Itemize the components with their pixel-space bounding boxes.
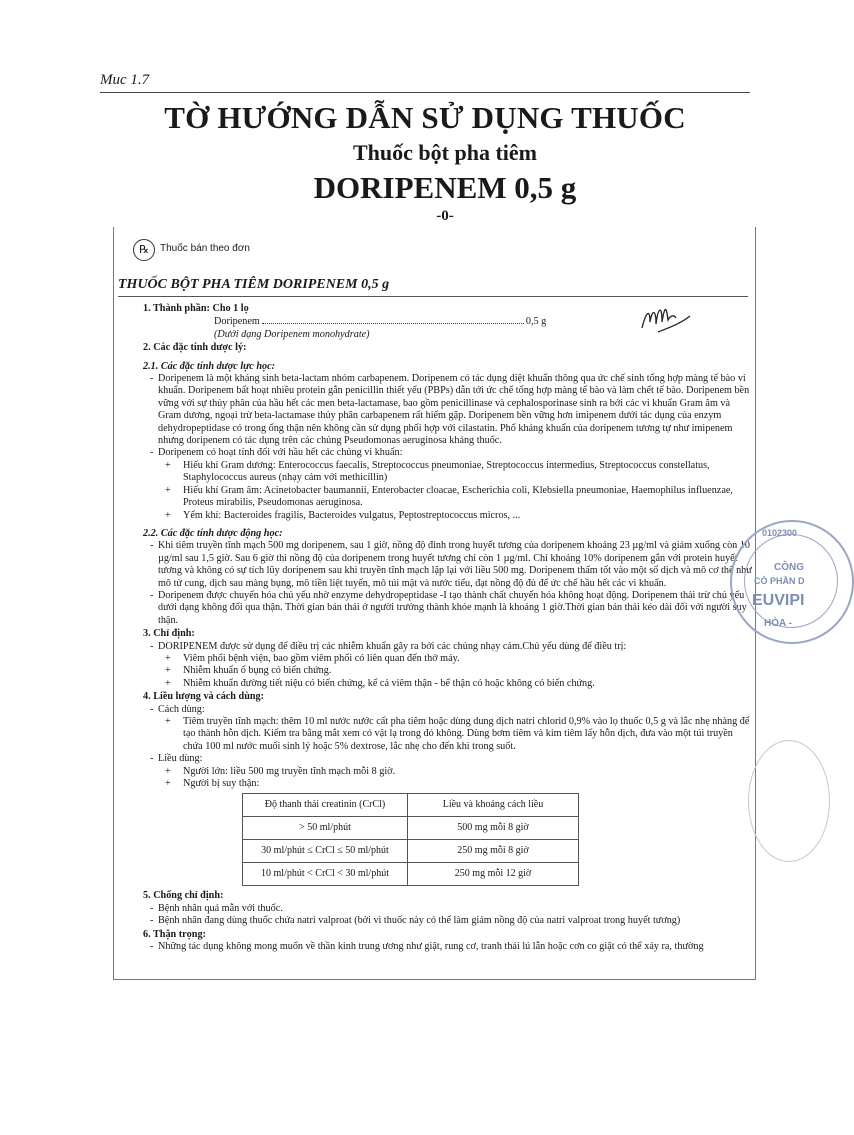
s4-renal-dose: + Người bị suy thận: — [165, 778, 260, 790]
s21-gram-negative: + Hiếu khí Gram âm: Acinetobacter baumannii, Enterobacter cloacae, Escherichia coli, Klebsiella pneumoniae, Haemophilus influenzae, Proteus mirabilis, Pseudomonas aeruginosa. — [165, 484, 733, 509]
drug-heading: THUỐC BỘT PHA TIÊM DORIPENEM 0,5 g — [118, 277, 390, 292]
table-header-cell: Liều và khoảng cách liều — [408, 794, 579, 817]
renal-dose-table — [242, 793, 579, 886]
s1-ingredient-line — [118, 315, 752, 328]
table-cell: 500 mg mỗi 8 giờ — [408, 817, 579, 840]
s3-item: + Nhiễm khuẩn ổ bụng có biến chứng. — [165, 665, 332, 677]
drug-heading-rule — [118, 296, 748, 297]
s4-heading: 4. Liều lượng và cách dùng: — [143, 691, 265, 703]
s4-usage-text: + Tiêm truyền tĩnh mạch: thêm 10 ml nước nước cất pha tiêm hoặc dùng dung dịch natri chlorid 0,9% vào lọ thuốc 0,5 g và lắc nhẹ nhàng để tạo thành hỗn dịch. Kiểm tra bằng mắt xem có vật lạ trong đó không. Dùng bơm tiêm và kim tiêm lấy hỗn dịch, đưa vào một túi truyền chứa 100 ml nước muối sinh lý hoặc 5% dextrose, lắc nhẹ cho đến khi trong suốt. — [165, 716, 750, 752]
table-row — [243, 840, 579, 863]
s1-amount: 0,5 g — [525, 316, 547, 328]
table-cell: 250 mg mỗi 8 giờ — [408, 840, 579, 863]
s3-item: + Viêm phổi bệnh viện, bao gồm viêm phổi có liên quan đến thở máy. — [165, 652, 460, 664]
table-cell: 30 ml/phút ≤ CrCl ≤ 50 ml/phút — [243, 840, 408, 863]
s4-usage-label: - Cách dùng: — [150, 703, 205, 715]
section-ref: Muc 1.7 — [100, 72, 150, 88]
s6-paragraph: - Những tác dụng không mong muốn về thần kinh trung ương như giật, rung cơ, tranh thái lú lẫn hoặc cơn co giật có thể xảy ra, thường — [150, 941, 704, 953]
stamp-line-2: CỔ PHẦN D — [754, 576, 805, 586]
s1-note: (Dưới dạng Doripenem monohydrate) — [214, 328, 370, 340]
content-body — [118, 302, 752, 953]
s22-heading: 2.2. Các đặc tính dược động học: — [143, 527, 283, 539]
table-cell: > 50 ml/phút — [243, 817, 408, 840]
table-row — [243, 863, 579, 886]
rx-label: Thuốc bán theo đơn — [160, 243, 250, 254]
s2-heading: 2. Các đặc tính dược lý: — [143, 342, 247, 354]
title-marker: -0- — [436, 208, 454, 224]
s22-paragraph-1: - Khi tiêm truyền tĩnh mạch 500 mg doripenem, sau 1 giờ, nồng độ đỉnh trong huyết tương của doripenem khoảng 23 µg/ml và giảm xuống còn 10 µg/ml sau 1,5 giờ. Sau 6 giờ thì nồng độ của doripenem trong huyết tương chỉ còn 1 µg/ml. Chỉ khoảng 10% doripenem gắn với protein huyết tương và không có sự tích lũy doripenem sau khi truyền tĩnh mạch lặp lại với liều 500 mg. Doripenem thấm tốt vào một số dịch và mô cơ thể như mô tử cung, dịch sau màng bụng, mô tiền liệt tuyến, mô túi mật và nước tiểu, đạt nồng độ đủ để ức chế hầu hết các vi khuẩn. — [150, 540, 752, 589]
stamp-line-4: HÒA - — [764, 618, 792, 629]
s6-heading: 6. Thận trọng: — [143, 928, 206, 940]
s21-activity: - Doripenem có hoạt tính đối với hầu hết các chủng vi khuẩn: — [150, 447, 403, 459]
stamp-line-3: EUVIPI — [752, 592, 805, 609]
s5-item: - Bệnh nhân quá mẫn với thuốc. — [150, 902, 283, 914]
document-subtitle: Thuốc bột pha tiêm — [353, 140, 537, 165]
dot-leader — [262, 315, 524, 324]
s4-dose-label: - Liều dùng: — [150, 753, 203, 765]
s3-heading: 3. Chỉ định: — [143, 628, 195, 640]
s21-heading: 2.1. Các đặc tính dược lực học: — [143, 360, 275, 372]
s3-paragraph: - DORIPENEM được sử dụng để điều trị các nhiễm khuẩn gây ra bởi các chủng nhạy cảm.Chủ yếu dùng để điều trị: — [150, 640, 627, 652]
s1-ingredient: Doripenem — [214, 316, 260, 328]
s21-paragraph: - Doripenem là một kháng sinh beta-lactam nhóm carbapenem. Doripenem có tác dụng diệt khuẩn thông qua ức chế sinh tổng hợp màng tế bào vi khuẩn. Doripenem bất hoạt nhiều protein gắn penicillin thiết yếu (PBPs) dẫn tới ức chế tổng hợp màng tế bào và làm chết tế bào. Doripenem bền vững với sự thủy phân của hầu hết các men beta-lactamase, bao gồm penicillinase và cephalosporinase sinh ra bởi các vi khuẩn Gram âm và Gram dương, ngoại trừ beta-lactamase thủy phân carbapenem rất hiếm gặp. Doripenem bền vững hơn imipenem dưới tác dụng của enzym dehydropeptidase có trong ống thận nên không cần sử dụng phối hợp với cilastatin. Phổ kháng khuẩn của doripenem tương tự như imipenem nhưng doripenem có tác dụng trên các chủng Pseudomonas aeruginosa kháng thuốc. — [150, 373, 750, 447]
table-cell: 10 ml/phút < CrCl < 30 ml/phút — [243, 863, 408, 886]
rx-icon: ℞ — [133, 239, 155, 261]
table-header-row — [243, 794, 579, 817]
s22-paragraph-2: - Doripenem được chuyển hóa chủ yếu nhờ enzyme dehydropeptidase -I tạo thành chất chuyển hóa không hoạt động. Doripenem thải trừ chủ yếu dưới dạng không đổi qua thận. Thời gian bán thải ở người trưởng thành khỏe mạnh là khoảng 1 giờ.Thời gian bán thải kéo dài đối với người suy thận. — [150, 589, 747, 626]
s21-anaerobe: + Yếm khí: Bacteroides fragilis, Bacteroides vulgatus, Peptostreptococcus micros, ... — [165, 509, 521, 521]
stamp-number: 0102300 — [762, 528, 798, 538]
table-header-cell: Độ thanh thải creatinin (CrCl) — [243, 794, 408, 817]
s4-adult-dose: + Người lớn: liều 500 mg truyền tĩnh mạch mỗi 8 giờ. — [165, 765, 396, 777]
stamp-line-1: CÔNG — [774, 562, 804, 573]
s5-item: - Bệnh nhân đang dùng thuốc chứa natri valproat (bởi vì thuốc này có thể làm giảm nồng độ của natri valproat trong huyết tương) — [150, 915, 681, 927]
faint-stamp — [748, 740, 830, 862]
product-name: DORIPENEM 0,5 g — [313, 170, 577, 205]
table-row — [243, 817, 579, 840]
s3-item: + Nhiễm khuẩn đường tiết niệu có biến chứng, kể cả viêm thận - bể thận có hoặc không có biến chứng. — [165, 677, 595, 689]
company-stamp — [730, 520, 854, 644]
s21-gram-positive: + Hiếu khí Gram dương: Enterococcus faecalis, Streptococcus pneumoniae, Streptococcus intermedius, Streptococcus constellatus, Staphylococcus aureus (nhạy cảm với methicillin) — [165, 459, 710, 484]
top-rule — [100, 92, 750, 93]
table-cell: 250 mg mỗi 12 giờ — [408, 863, 579, 886]
s1-heading: 1. Thành phần: Cho 1 lọ — [143, 303, 249, 314]
s5-heading: 5. Chống chỉ định: — [143, 890, 224, 902]
document-title: TỜ HƯỚNG DẪN SỬ DỤNG THUỐC — [164, 100, 686, 135]
